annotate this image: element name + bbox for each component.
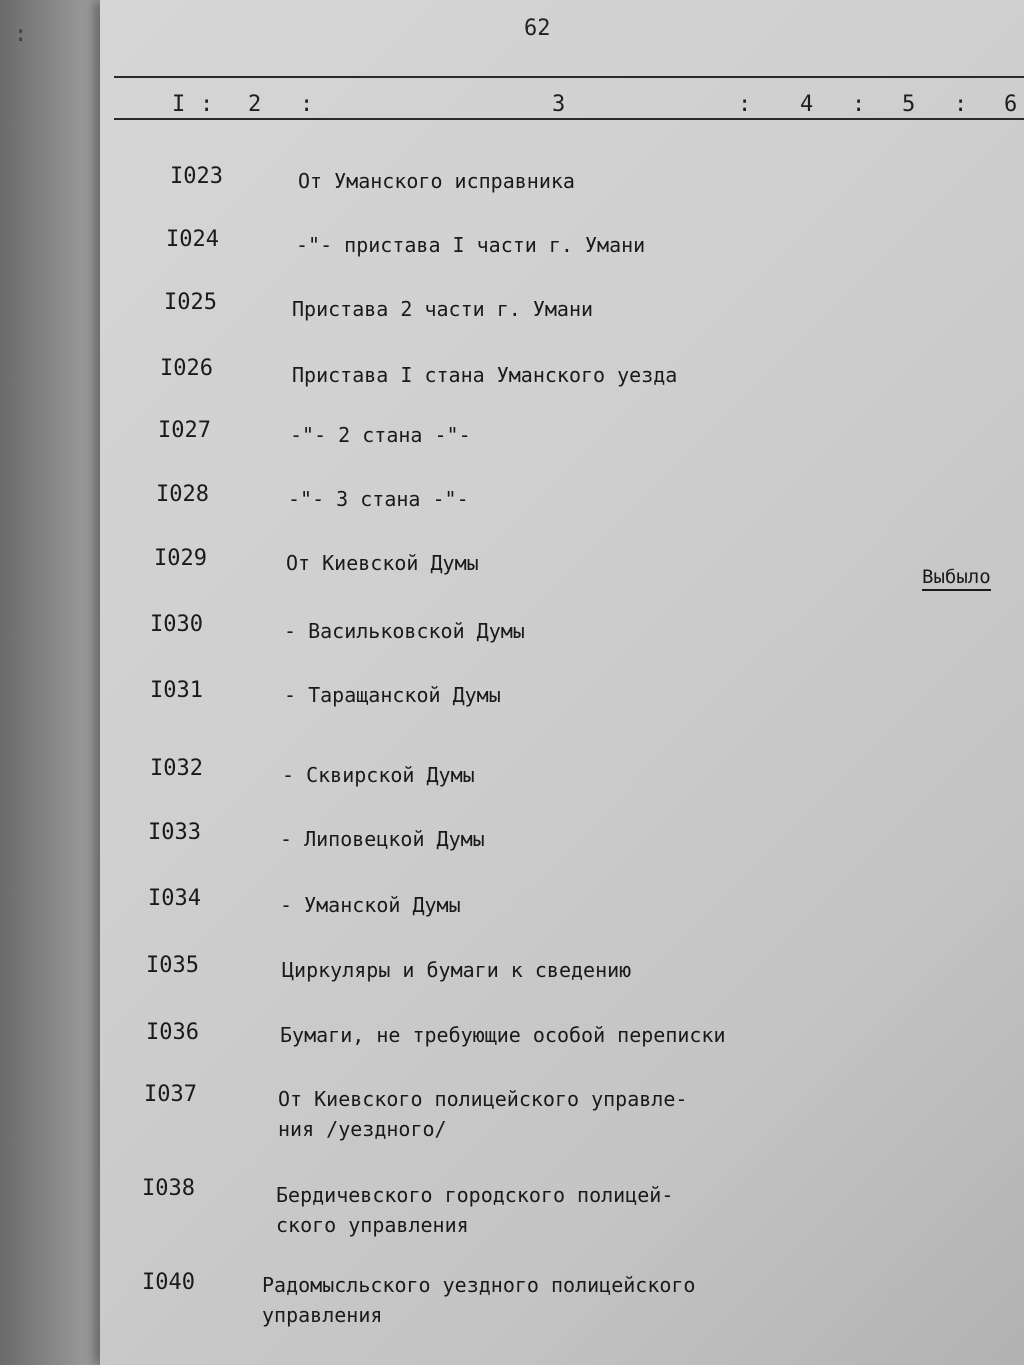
entry-title: - Таращанской Думы	[284, 683, 501, 707]
entry-number: I030	[150, 612, 203, 637]
entry-number: I036	[146, 1020, 199, 1045]
entry-number: I029	[154, 546, 207, 571]
column-header-4: 4	[800, 92, 814, 117]
entry-number: I023	[170, 164, 223, 189]
edge-colon: :	[14, 22, 28, 47]
entry-title: Бердичевского городского полицей-	[276, 1183, 674, 1207]
entry-number: I037	[144, 1082, 197, 1107]
entry-title: -"- пристава I части г. Умани	[296, 233, 646, 257]
entry-number: I027	[158, 418, 211, 443]
document-page	[100, 0, 1024, 1365]
header-bottom-rule	[114, 118, 1024, 120]
entry-number: I024	[166, 227, 219, 252]
entry-number: I032	[150, 756, 203, 781]
column-header-5: 5	[902, 92, 916, 117]
entry-number: I033	[148, 820, 201, 845]
entry-number: I026	[160, 356, 213, 381]
facing-page-edge	[0, 0, 110, 1365]
column-header-I: I	[172, 92, 186, 117]
column-header-2: 2	[248, 92, 262, 117]
entry-title: ния /уездного/	[278, 1117, 447, 1141]
entry-title: ского управления	[276, 1213, 469, 1237]
entry-title: управления	[262, 1303, 383, 1327]
margin-note: Выбыло	[922, 566, 991, 591]
entry-title: От Уманского исправника	[298, 169, 575, 193]
entry-title: -"- 3 стана -"-	[288, 487, 469, 511]
entry-title: От Киевской Думы	[286, 551, 479, 575]
entry-number: I031	[150, 678, 203, 703]
header-top-rule	[114, 76, 1024, 78]
entry-title: Радомысльского уездного полицейского	[262, 1273, 696, 1297]
entry-title: -"- 2 стана -"-	[290, 423, 471, 447]
column-separator: :	[200, 92, 214, 117]
column-separator: :	[852, 92, 866, 117]
entry-title: - Уманской Думы	[280, 893, 461, 917]
column-header-3: 3	[552, 92, 566, 117]
entry-number: I040	[142, 1270, 195, 1295]
entry-number: I028	[156, 482, 209, 507]
entry-title: Пристава I стана Уманского уезда	[292, 363, 678, 387]
column-header-6: 6	[1004, 92, 1018, 117]
entry-title: Циркуляры и бумаги к сведению	[282, 958, 632, 982]
entry-title: От Киевского полицейского управле-	[278, 1087, 688, 1111]
column-separator: :	[300, 92, 314, 117]
entry-number: I035	[146, 953, 199, 978]
entry-number: I025	[164, 290, 217, 315]
column-separator: :	[954, 92, 968, 117]
entry-title: Бумаги, не требующие особой переписки	[280, 1023, 726, 1047]
entry-title: - Васильковской Думы	[284, 619, 525, 643]
page-number: 62	[524, 16, 551, 41]
entry-number: I034	[148, 886, 201, 911]
entry-number: I038	[142, 1176, 195, 1201]
entry-title: - Сквирской Думы	[282, 763, 475, 787]
entry-title: - Липовецкой Думы	[280, 827, 485, 851]
entry-title: Пристава 2 части г. Умани	[292, 297, 594, 321]
column-separator: :	[738, 92, 752, 117]
